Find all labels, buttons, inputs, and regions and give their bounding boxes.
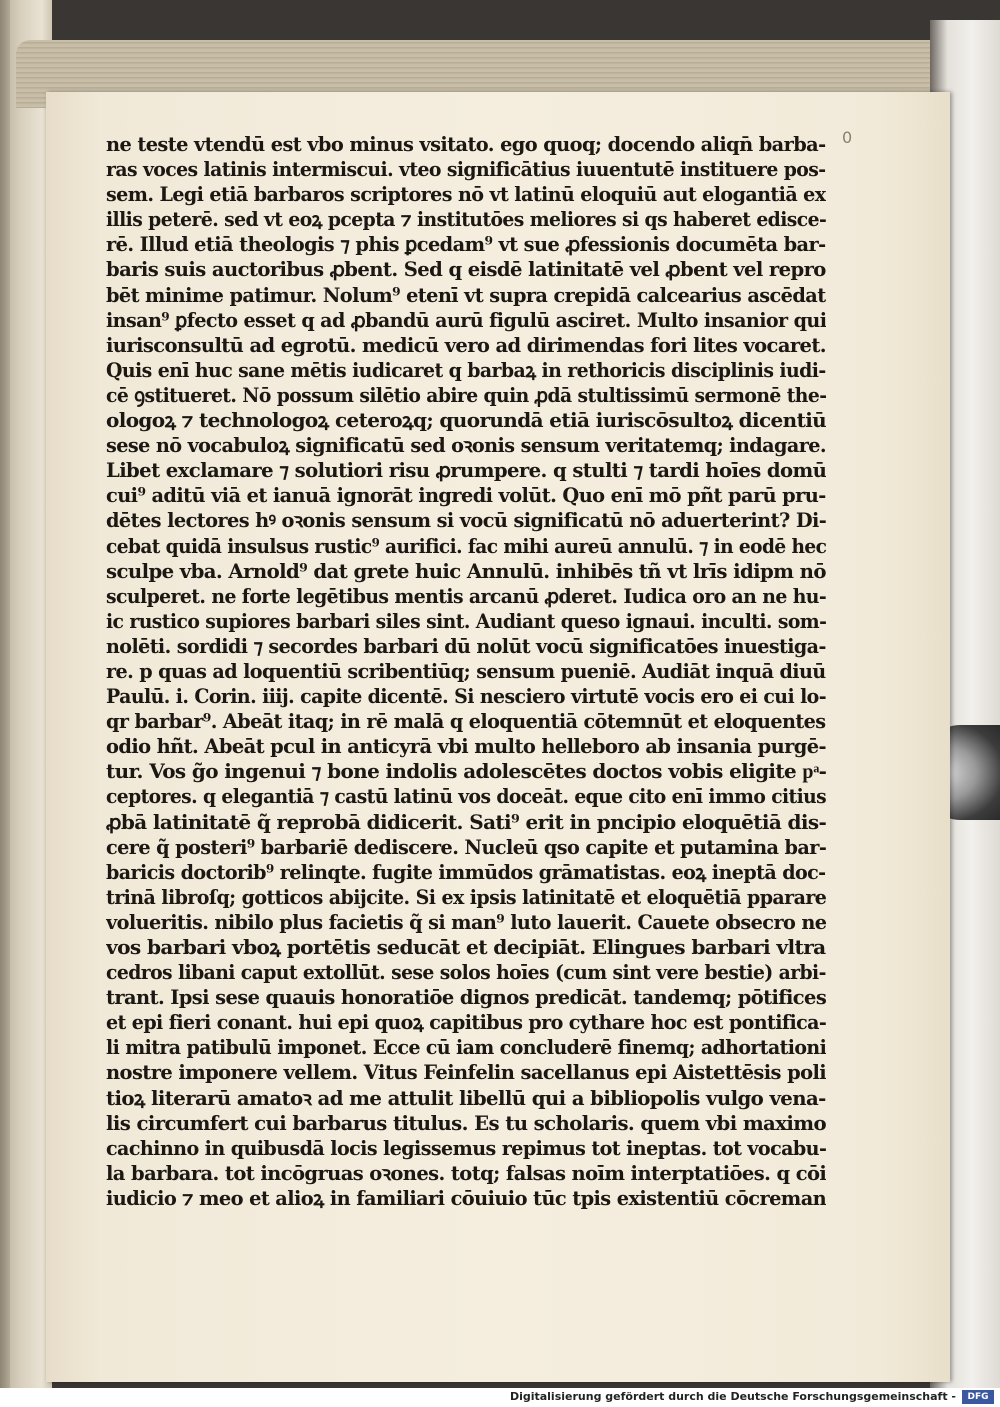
text-line: ꝓbā latinitatē q̃ reprobā didicerit. Sati⁹ erit in pncipio eloquētiā dis- [106,810,827,834]
text-block [106,132,826,1211]
text-line: re. p quas ad loquentiū scribentiūq; sensum pueniē. Audiāt inquā diuū [106,659,826,683]
text-line: illis peterē. sed vt eoꝝ pcepta ⁊ institutōes meliores si qs haberet edisce- [106,208,826,232]
text-line: cere q̃ posteri⁹ barbariē dediscere. Nucleū qso capite et putamina bar- [106,835,826,859]
text-line: li mitra patibulū imponet. Ecce cū iam concluderē finemq; adhortationi [106,1036,826,1060]
text-line: ne teste vtendū est vbo minus vsitato. ego quoq; docendo aliqn̄ barba- [106,133,826,156]
binding-edge [0,0,10,1388]
text-line: ceptores. q elegantiā ⁊ castū latinū vos doceāt. eque cito enī immo citius [106,785,826,809]
text-line: iudicio ⁊ meo et alioꝝ in familiari cōuiuio tūc tpis existentiū cōcreman [106,1186,826,1210]
text-line: vos barbari vboꝝ portētis seducāt et decipiāt. Elingues barbari vltra [106,936,826,959]
text-line: cui⁹ aditū viā et ianuā ignorāt ingredi volūt. Quo enī mō pñt parū pru- [106,484,826,508]
text-line: Quis enī huc sane mētis iudicaret q barbaꝝ in rethoricis disciplinis iudi- [106,358,826,382]
text-line: iurisconsultū ad egrotū. medicū vero ad dirimendas fori lites vocaret. [106,333,826,357]
text-line: ic rustico supiores barbari siles sint. Audiant queso ignaui. inculti. som- [106,609,826,633]
text-line: qr barbar⁹. Abeāt itaq; in rē malā q eloquentiā cōtemnūt et eloquentes [106,710,826,734]
text-line: lis circumfert cui barbarus titulus. Es tu scholaris. quem vbi maximo [106,1111,826,1135]
text-line: nostre imponere vellem. Vitus Feinfelin sacellanus epi Aistettēsis poli [106,1061,826,1085]
dfg-logo: DFG [962,1390,994,1404]
text-line: tioꝝ literarū amatoꝛ ad me attulit libellū qui a bibliopolis vulgo vena- [106,1086,826,1110]
text-line: sculperet. ne forte legētibus mentis arcanū ꝓderet. Iudica oro an ne hu- [106,584,826,608]
text-line: cachinno in quibusdā locis legissemus repimus tot ineptas. tot vocabu- [106,1136,826,1160]
text-line: nolēti. sordidi ⁊ secordes barbari dū nolūt vocū significatōes inuestiga- [106,634,826,658]
text-line: cē ꝯstitueret. Nō possum silētio abire quin ꝓdā stultissimū sermonē the- [106,383,826,407]
text-line: cebat quidā insulsus rustic⁹ aurifici. fac mihi aureū annulū. ⁊ in eodē hec [106,534,826,558]
text-line: et epi fieri conant. hui epi quoꝝ capitibus pro cythare hoc est pontifica- [106,1011,826,1035]
book-page [46,92,950,1382]
text-line: odio hñt. Abeāt pcul in anticyrā vbi multo helleboro ab insania purgē- [106,735,826,759]
text-line: sculpe vba. Arnold⁹ dat grete huic Annulū. inhibēs tñ vt lrīs idipm nō [106,559,826,583]
text-line: Paulū. i. Corin. iiij. capite dicentē. Si nesciero virtutē vocis ero ei cui lo- [106,685,826,709]
text-line: sem. Legi etiā barbaros scriptores nō vt latinū eloquiū aut elogantiā ex [106,183,826,207]
page-corner-mark: 0 [842,128,853,147]
text-line: insan⁹ ꝑfecto esset q ad ꝓbandū aurū figulū asciret. Multo insanior qui [106,308,826,332]
text-line: ras voces latinis intermiscui. vteo significātius iuuentutē instituere pos- [106,158,826,182]
text-line: bēt minime patimur. Nolum⁹ etenī vt supra crepidā calcearius ascēdat [106,283,826,307]
footer-credit: Digitalisierung gefördert durch die Deutsche Forschungsgemeinschaft - [509,1390,956,1403]
text-line: tur. Vos g̃o ingenui ⁊ bone indolis adolescētes doctos vobis eligite pͣ- [106,760,826,784]
text-line: dētes lectores hꝰ oꝛonis sensum si vocū significatū nō aduerterint? Di- [106,509,826,533]
text-line: trinā libroſq; gotticos abijcite. Si ex ipsis latinitatē et eloquētiā pparare [106,885,826,909]
text-line: volueritis. nibilo plus facietis q̃ si man⁹ luto lauerit. Cauete obsecro ne [106,910,826,934]
text-line: cedros libani caput extollūt. sese solos hoīes (cum sint vere bestie) arbi- [106,961,826,985]
text-line: Libet exclamare ⁊ solutiori risu ꝓrumpere. q stulti ⁊ tardi hoīes domū [106,459,827,483]
text-line: la barbara. tot incōgruas oꝛones. totq; falsas noīm interptatiōes. q cōi [106,1161,826,1185]
text-line: sese nō vocabuloꝝ significatū sed oꝛonis sensum veritatemq; indagare. [106,434,826,458]
text-line: trant. Ipsi sese quauis honoratiōe dignos predicāt. tandemq; pōtifices [106,986,826,1010]
text-line: baricis doctorib⁹ relinqte. fugite immūdos grāmatistas. eoꝝ ineptā doc- [106,860,826,884]
footer-bar [0,1388,1000,1407]
text-line: ologoꝝ ⁊ technologoꝝ ceteroꝝq; quorundā etiā iuriscōsultoꝝ dicentiū [106,409,827,433]
text-line: baris suis auctoribus ꝓbent. Sed q eisdē latinitatē vel ꝓbent vel repro [106,258,826,282]
text-line: rē. Illud etiā theologis ⁊ phis ꝑcedam⁹ vt sue ꝓfessionis documēta bar- [106,233,826,257]
